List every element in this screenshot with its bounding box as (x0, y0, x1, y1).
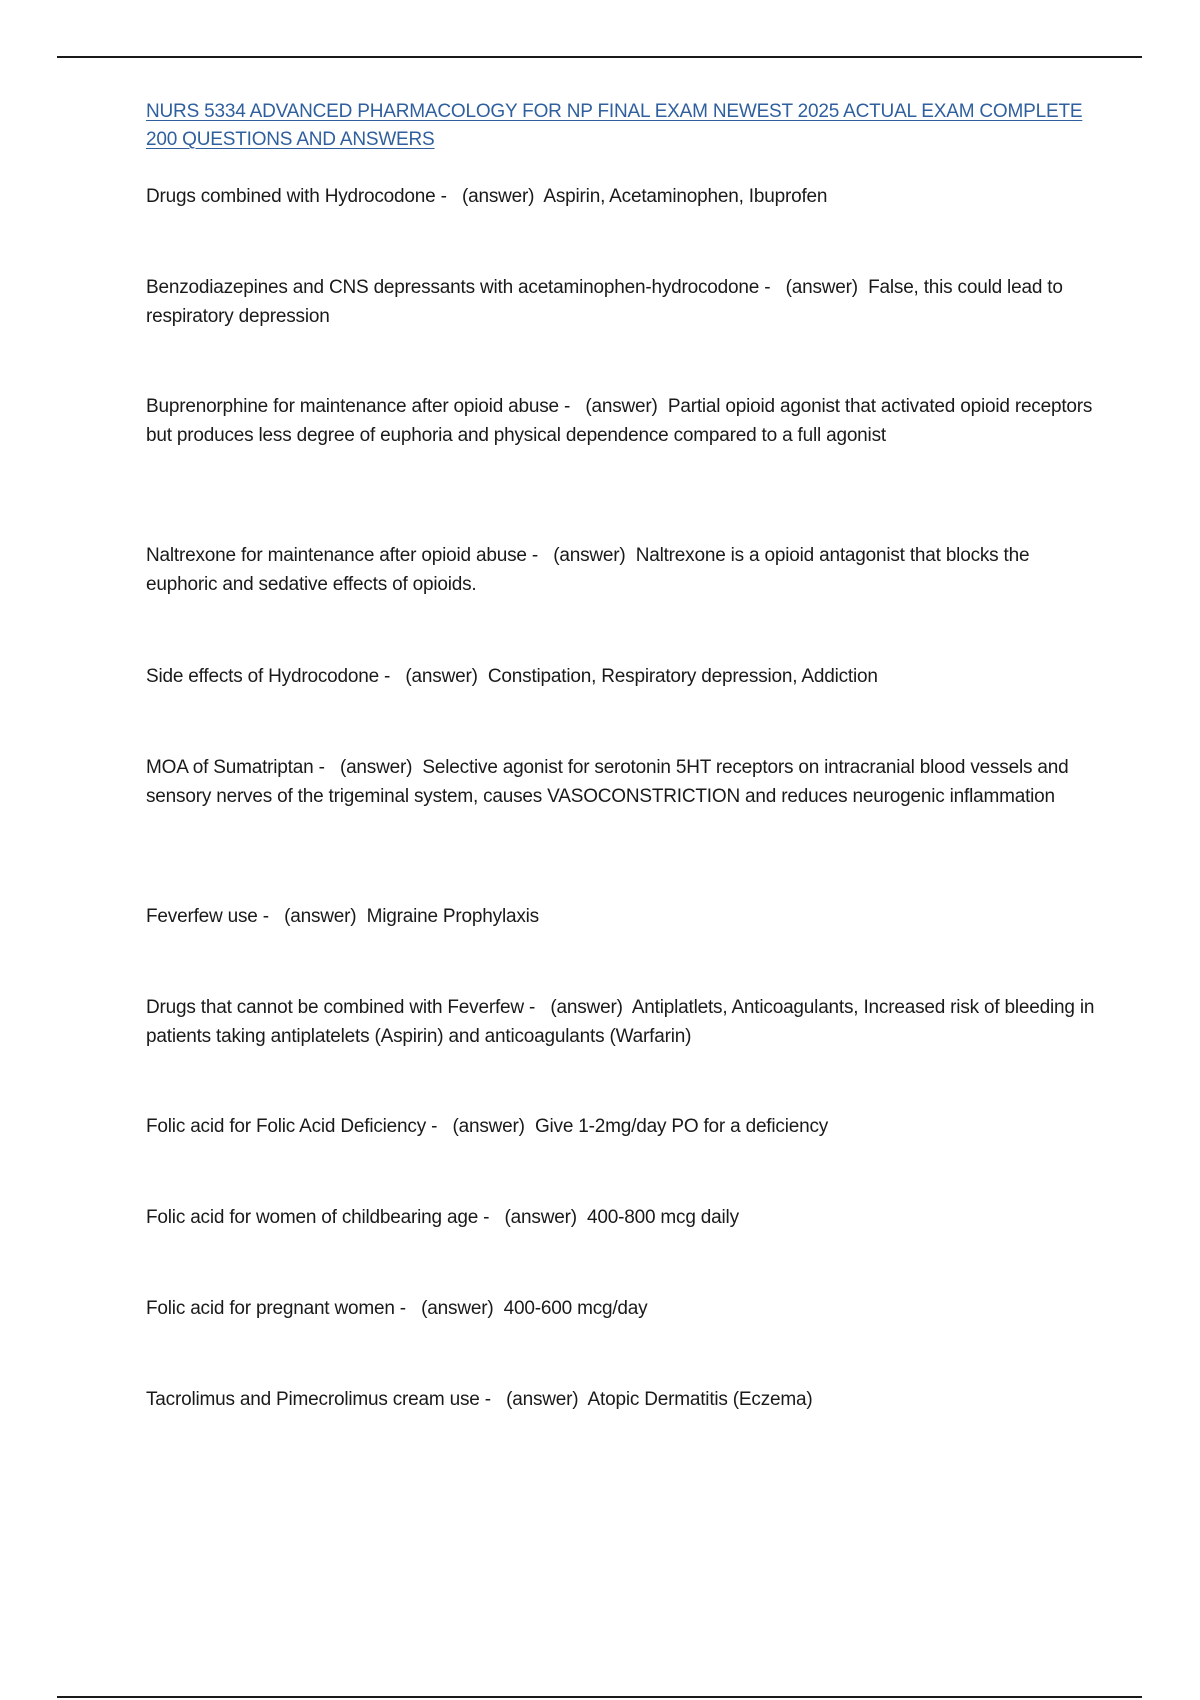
qa-item (146, 273, 1096, 331)
separator: - (426, 1116, 453, 1137)
qa-item (146, 392, 1096, 450)
question-text: Tacrolimus and Pimecrolimus cream use (146, 1389, 480, 1410)
answer-tag: (answer) (339, 757, 413, 778)
answer-text: Give 1-2mg/day PO for a deficiency (534, 1116, 829, 1137)
qa-item (146, 993, 1096, 1051)
qa-item (146, 1294, 647, 1323)
separator: - (523, 997, 551, 1018)
question-text: Benzodiazepines and CNS depressants with acetaminophen-hydrocodone (146, 277, 760, 298)
answer-tag: (answer) (550, 997, 623, 1018)
separator: - (478, 1207, 505, 1228)
answer-text: Antiplatlets, Anticoagulants, Increased risk of bleeding in patients taking antiplatelets (Aspirin) and anticoagulants (Warfarin) (146, 997, 1095, 1047)
question-text: Folic acid for women of childbearing age (146, 1207, 479, 1228)
qa-item (146, 1112, 828, 1141)
question-text: Drugs combined with Hydrocodone (146, 186, 436, 207)
separator: - (759, 277, 786, 298)
answer-tag: (answer) (452, 1116, 525, 1137)
bottom-rule (57, 1696, 1142, 1698)
document-title-link[interactable]: NURS 5334 ADVANCED PHARMACOLOGY FOR NP FINAL EXAM NEWEST 2025 ACTUAL EXAM COMPLETE 200 QUESTIONS AND ANSWERS (146, 101, 1083, 150)
separator: - (558, 396, 586, 417)
top-rule (57, 56, 1142, 58)
answer-text: 400-800 mcg daily (587, 1207, 739, 1228)
question-text: Buprenorphine for maintenance after opioid abuse (146, 396, 559, 417)
qa-item (146, 541, 1096, 599)
answer-text: Atopic Dermatitis (Eczema) (587, 1389, 813, 1410)
answer-tag: (answer) (506, 1389, 579, 1410)
answer-text: Selective agonist for serotonin 5HT receptors on intracranial blood vessels and sensory nerves of the trigeminal system, causes VASOCONSTRICTION and reduces neurogenic inflammation (146, 757, 1069, 807)
question-text: Side effects of Hydrocodone (146, 666, 379, 687)
answer-text: False, this could lead to respiratory depression (146, 277, 1063, 327)
answer-tag: (answer) (405, 666, 478, 687)
answer-text: Naltrexone is a opioid antagonist that blocks the euphoric and sedative effects of opioids. (146, 545, 1030, 595)
answer-tag: (answer) (284, 906, 357, 927)
separator: - (257, 906, 285, 927)
answer-tag: (answer) (421, 1298, 494, 1319)
qa-item (146, 902, 539, 931)
separator: - (526, 545, 554, 566)
question-text: Folic acid for pregnant women (146, 1298, 395, 1319)
answer-tag: (answer) (553, 545, 626, 566)
separator: - (394, 1298, 422, 1319)
question-text: Feverfew use (146, 906, 258, 927)
answer-text: Partial opioid agonist that activated opioid receptors but produces less degree of euphoria and physical dependence compared to a full agonist (146, 396, 1093, 446)
separator: - (378, 666, 406, 687)
question-text: Naltrexone for maintenance after opioid abuse (146, 545, 527, 566)
answer-text: 400-600 mcg/day (503, 1298, 648, 1319)
question-text: Folic acid for Folic Acid Deficiency (146, 1116, 427, 1137)
qa-item (146, 1385, 813, 1414)
answer-text: Constipation, Respiratory depression, Addiction (487, 666, 878, 687)
answer-text: Migraine Prophylaxis (366, 906, 539, 927)
separator: - (313, 757, 340, 778)
qa-item (146, 753, 1096, 811)
qa-item (146, 1203, 739, 1232)
qa-item (146, 182, 827, 211)
qa-item (146, 662, 878, 691)
answer-tag: (answer) (785, 277, 858, 298)
answer-tag: (answer) (585, 396, 658, 417)
question-text: Drugs that cannot be combined with Feverfew (146, 997, 524, 1018)
separator: - (435, 186, 462, 207)
separator: - (479, 1389, 507, 1410)
question-text: MOA of Sumatriptan (146, 757, 314, 778)
answer-text: Aspirin, Acetaminophen, Ibuprofen (543, 186, 828, 207)
answer-tag: (answer) (461, 186, 535, 207)
document-body (146, 98, 1096, 1410)
answer-tag: (answer) (504, 1207, 577, 1228)
